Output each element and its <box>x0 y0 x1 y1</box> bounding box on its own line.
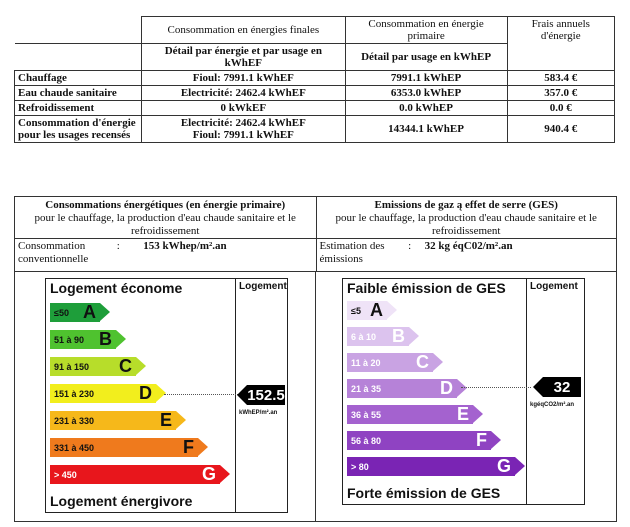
row-label: Refroidissement <box>15 101 142 116</box>
ges-value-label-2: émissions <box>319 253 363 265</box>
ges-column-title: Logement <box>530 281 578 292</box>
ges-bar-a <box>347 301 387 320</box>
energy-bar-g <box>50 465 220 484</box>
row-label: Chauffage <box>15 71 142 86</box>
table-blank <box>15 44 142 71</box>
ges-value-cell <box>316 239 617 271</box>
cell-primary: 6353.0 kWhEP <box>345 86 507 101</box>
energy-bar-letter: C <box>119 356 132 376</box>
energy-column-title: Logement <box>239 281 287 292</box>
energy-bar-range: 331 à 450 <box>54 442 95 453</box>
cell-primary: 7991.1 kWhEP <box>345 71 507 86</box>
ges-top-label: Faible émission de GES <box>347 280 506 296</box>
ges-value-label: Estimation des <box>319 240 385 252</box>
energy-bar-letter: A <box>83 302 96 322</box>
energy-bar-d <box>50 384 156 403</box>
row-label: Eau chaude sanitaire <box>15 86 142 101</box>
energy-bar-range: > 450 <box>54 469 77 480</box>
ges-column-separator <box>526 279 527 504</box>
ges-value-sep: : <box>408 240 412 252</box>
total-final-electricity: Electricité: 2462.4 kWhEF <box>180 117 306 129</box>
energy-bar-letter: B <box>99 329 112 349</box>
table-row-total <box>15 116 615 143</box>
energy-bar-a <box>50 303 100 322</box>
ges-bar-range: > 80 <box>351 461 369 472</box>
section-body <box>14 272 617 522</box>
table-row <box>15 101 615 116</box>
energy-bar-letter: E <box>159 410 172 430</box>
ges-bar-d <box>347 379 457 398</box>
energy-value: 153 kWhep/m².an <box>143 240 227 252</box>
ges-value: 32 kg éqC02/m².an <box>424 240 513 252</box>
energy-title: Consommations énergétiques (en énergie primaire) <box>45 199 286 211</box>
ges-bar-letter: A <box>370 300 383 320</box>
energy-bar-e <box>50 411 176 430</box>
dpe-section <box>14 196 615 521</box>
energy-top-label: Logement économe <box>50 280 183 296</box>
ges-bar-letter: D <box>440 378 453 398</box>
row-label: Consommation d'énergie pour les usages recensés <box>15 116 142 143</box>
ges-bar-range: 36 à 55 <box>351 409 382 420</box>
energy-bar-f <box>50 438 198 457</box>
ges-bar-b <box>347 327 409 346</box>
cell-cost: 0.0 € <box>507 101 615 116</box>
energy-pointer: 152.5 <box>247 386 285 404</box>
ges-bar-letter: G <box>496 456 511 476</box>
energy-bar-range: 231 à 330 <box>54 415 95 426</box>
energy-bar-letter: D <box>139 383 152 403</box>
energy-value-cell <box>15 239 316 271</box>
ges-bar-range: 6 à 10 <box>351 331 377 342</box>
ges-pointer: 32 <box>543 377 581 397</box>
cell-cost: 357.0 € <box>507 86 615 101</box>
table-row <box>15 86 615 101</box>
cell-primary: 14344.1 kWhEP <box>345 116 507 143</box>
energy-bar-b <box>50 330 116 349</box>
column-divider <box>315 272 316 521</box>
col-header-primary: Consommation en énergie primaire <box>345 17 507 44</box>
ges-bar-range: 11 à 20 <box>351 357 381 368</box>
energy-subtitle: pour le chauffage, la production d'eau chaude sanitaire et le refroidissement <box>34 212 296 237</box>
cell-cost: 583.4 € <box>507 71 615 86</box>
cell-cost: 940.4 € <box>507 116 615 143</box>
section-headers <box>14 196 617 240</box>
subheader-primary: Détail par usage en kWhEP <box>345 44 507 71</box>
energy-column-separator <box>235 279 236 512</box>
cell-final: Fioul: 7991.1 kWhEF <box>142 71 346 86</box>
ges-bar-c <box>347 353 433 372</box>
ges-bar-letter: C <box>416 352 429 372</box>
ges-bottom-label: Forte émission de GES <box>347 485 501 501</box>
table-corner <box>15 17 142 44</box>
energy-bar-letter: F <box>183 437 194 457</box>
table-row <box>15 71 615 86</box>
cell-primary: 0.0 kWhEP <box>345 101 507 116</box>
energy-bottom-label: Logement énergivore <box>50 493 193 509</box>
cell-final: Electricité: 2462.4 kWhEF <box>142 86 346 101</box>
ges-dotted-line <box>461 387 531 388</box>
energy-dotted-line <box>164 394 242 395</box>
energy-bar-range: 51 à 90 <box>54 334 85 345</box>
consumption-table <box>14 16 615 143</box>
ges-bar-range: 56 à 80 <box>351 435 382 446</box>
ges-bar-range: 21 à 35 <box>351 383 382 394</box>
ges-pointer-unit: kgéqCO2/m².an <box>530 402 575 408</box>
energy-header <box>15 197 316 240</box>
energy-bar-letter: G <box>201 464 216 484</box>
ges-bar-range: ≤5 <box>351 305 361 316</box>
energy-bar-c <box>50 357 136 376</box>
section-values <box>14 238 617 272</box>
cell-final <box>142 116 346 143</box>
energy-pointer-unit: kWhEP/m².an <box>239 410 278 416</box>
ges-header <box>316 197 617 240</box>
cell-final: 0 kWkEF <box>142 101 346 116</box>
energy-bar-range: 151 à 230 <box>54 388 95 399</box>
ges-bar-g <box>347 457 515 476</box>
subheader-final: Détail par énergie et par usage en kWhEF <box>142 44 346 71</box>
energy-value-sep: : <box>116 240 120 252</box>
ges-bar-f <box>347 431 491 450</box>
energy-bar-range: ≤50 <box>54 307 69 318</box>
col-header-final: Consommation en énergies finales <box>142 17 346 44</box>
ges-bar-letter: E <box>456 404 469 424</box>
energy-value-label: Consommation <box>18 240 86 252</box>
col-header-cost: Frais annuels d'énergie <box>507 17 615 71</box>
total-final-fuel: Fioul: 7991.1 kWhEF <box>192 129 294 141</box>
ges-title: Emissions de gaz ą effet de serre (GES) <box>374 199 558 211</box>
ges-label-frame <box>342 278 585 505</box>
ges-bar-letter: F <box>476 430 487 450</box>
energy-bar-range: 91 à 150 <box>54 361 90 372</box>
energy-label-frame <box>45 278 288 513</box>
ges-bar-e <box>347 405 473 424</box>
energy-value-label-2: conventionnelle <box>18 253 89 265</box>
ges-subtitle: pour le chauffage, la production d'eau chaude sanitaire et le refroidissement <box>335 212 597 237</box>
ges-bar-letter: B <box>392 326 405 346</box>
